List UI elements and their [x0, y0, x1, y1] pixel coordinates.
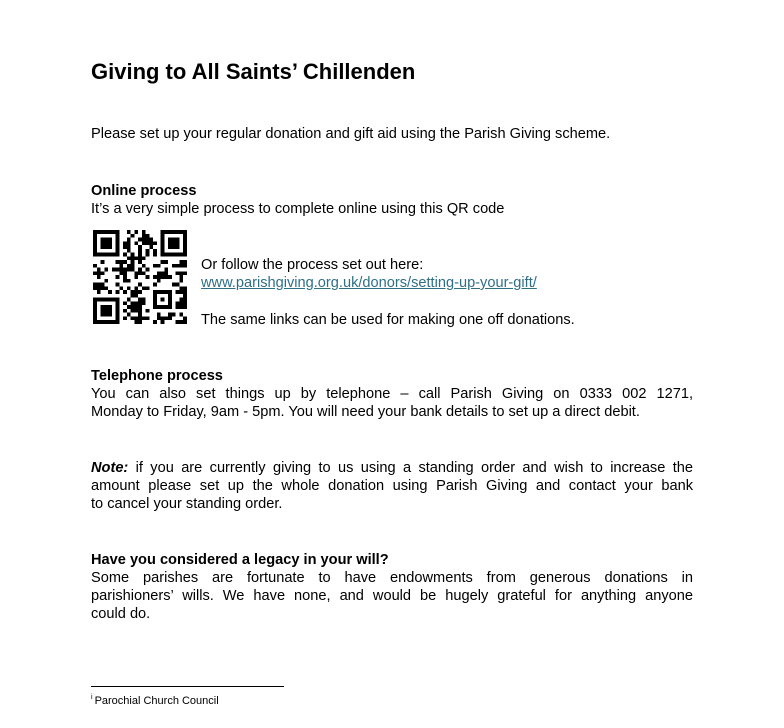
qr-module [138, 283, 142, 287]
qr-module [127, 256, 131, 260]
qr-module [146, 249, 150, 253]
qr-module [183, 298, 187, 302]
intro-text: Please set up your regular donation and gift aid using the Parish Giving scheme. [91, 126, 611, 142]
qr-module [127, 286, 131, 290]
qr-module [127, 313, 131, 317]
qr-module [131, 260, 135, 264]
qr-module [127, 230, 131, 234]
qr-module [112, 268, 116, 272]
qr-module [157, 264, 161, 268]
follow-text: Or follow the process set out here: [201, 257, 424, 273]
page-title: Giving to All Saints’ Chillenden [91, 59, 416, 84]
qr-module [164, 260, 168, 264]
online-heading: Online process [91, 183, 197, 199]
qr-module [153, 320, 157, 324]
qr-module [93, 271, 97, 275]
qr-module [97, 275, 101, 279]
qr-module [146, 286, 150, 290]
qr-module [101, 286, 105, 290]
qr-module [123, 279, 127, 283]
qr-module [127, 238, 131, 242]
qr-module [179, 271, 183, 275]
qr-module [138, 249, 142, 253]
qr-module [119, 268, 123, 272]
qr-module [127, 249, 131, 253]
qr-module [134, 275, 138, 279]
qr-module [138, 290, 142, 294]
qr-module [142, 264, 146, 268]
qr-module [176, 305, 180, 309]
qr-module [93, 264, 97, 268]
qr-module [172, 313, 176, 317]
qr-module [131, 305, 135, 309]
qr-module [131, 316, 135, 320]
qr-module [142, 256, 146, 260]
legacy-line-3: could do. [91, 606, 151, 622]
qr-module [119, 271, 123, 275]
legacy-line-1: Some parishes are fortunate to have endowments from generous donations in [91, 570, 693, 586]
qr-module [123, 260, 127, 264]
qr-module [134, 286, 138, 290]
qr-module [108, 290, 112, 294]
qr-module [176, 301, 180, 305]
qr-module [183, 316, 187, 320]
qr-module [142, 298, 146, 302]
qr-module [97, 286, 101, 290]
qr-module [138, 245, 142, 249]
legacy-heading: Have you considered a legacy in your will? [91, 552, 389, 568]
footnote-marker: i [91, 694, 93, 701]
qr-module [157, 313, 161, 317]
qr-module [134, 301, 138, 305]
qr-module [134, 305, 138, 309]
qr-module [172, 264, 176, 268]
qr-module [179, 298, 183, 302]
qr-module [146, 234, 150, 238]
qr-module [183, 320, 187, 324]
qr-module [157, 275, 161, 279]
qr-module [123, 253, 127, 257]
qr-module [183, 271, 187, 275]
qr-module [134, 271, 138, 275]
qr-module [153, 283, 157, 287]
qr-module [142, 286, 146, 290]
qr-module [131, 309, 135, 313]
note-line-1 [91, 459, 693, 478]
qr-code [93, 230, 187, 324]
qr-module [142, 316, 146, 320]
qr-module [134, 230, 138, 234]
qr-module [101, 271, 105, 275]
qr-module [123, 268, 127, 272]
qr-module [146, 253, 150, 257]
qr-module [116, 290, 120, 294]
qr-module [97, 290, 101, 294]
qr-module [123, 290, 127, 294]
telephone-line-2: Monday to Friday, 9am - 5pm. You will need your bank details to set up a direct debit. [91, 404, 640, 420]
qr-module [153, 249, 157, 253]
qr-module [142, 301, 146, 305]
qr-module [138, 316, 142, 320]
parish-giving-link[interactable]: www.parishgiving.org.uk/donors/setting-up-your-gift/ [201, 275, 537, 291]
note-label: Note: [91, 460, 129, 476]
qr-module [104, 268, 108, 272]
qr-module [179, 260, 183, 264]
qr-module [138, 301, 142, 305]
qr-module [179, 275, 183, 279]
qr-module [123, 241, 127, 245]
qr-module [123, 275, 127, 279]
qr-module [138, 271, 142, 275]
qr-module [123, 271, 127, 275]
qr-module [164, 268, 168, 272]
qr-module [131, 264, 135, 268]
note-line-3: to cancel your standing order. [91, 496, 283, 512]
qr-module [134, 309, 138, 313]
qr-module [116, 260, 120, 264]
qr-module [176, 290, 180, 294]
qr-module [146, 268, 150, 272]
qr-module [183, 301, 187, 305]
qr-module [123, 316, 127, 320]
qr-module [127, 268, 131, 272]
qr-module [157, 271, 161, 275]
online-text: It’s a very simple process to complete online using this QR code [91, 201, 505, 217]
qr-module [131, 234, 135, 238]
qr-module [119, 260, 123, 264]
qr-module [183, 294, 187, 298]
qr-module [127, 298, 131, 302]
qr-module [93, 286, 97, 290]
qr-module [138, 320, 142, 324]
qr-module [146, 275, 150, 279]
qr-module [146, 238, 150, 242]
qr-module [176, 320, 180, 324]
qr-module [134, 294, 138, 298]
qr-module [179, 301, 183, 305]
qr-module [168, 275, 172, 279]
qr-module [179, 313, 183, 317]
qr-module [142, 238, 146, 242]
qr-module [138, 268, 142, 272]
qr-module [179, 290, 183, 294]
qr-module [138, 305, 142, 309]
qr-module [138, 298, 142, 302]
qr-module [168, 316, 172, 320]
qr-module [161, 275, 165, 279]
qr-module [127, 305, 131, 309]
qr-module [97, 271, 101, 275]
qr-module [149, 245, 153, 249]
qr-module [149, 241, 153, 245]
footnote-text: Parochial Church Council [94, 695, 219, 707]
same-links-text: The same links can be used for making one off donations. [201, 312, 575, 328]
qr-module [134, 316, 138, 320]
qr-module [127, 264, 131, 268]
qr-module [164, 275, 168, 279]
qr-module [153, 241, 157, 245]
qr-module [101, 283, 105, 287]
qr-module [176, 271, 180, 275]
legacy-line-2: parishioners’ wills. We have none, and would be hugely grateful for anything anyone [91, 588, 693, 604]
qr-module [164, 271, 168, 275]
telephone-line-1: You can also set things up by telephone – call Parish Giving on 0333 002 1271, [91, 386, 693, 402]
qr-module [146, 241, 150, 245]
qr-module [179, 279, 183, 283]
qr-module [157, 316, 161, 320]
qr-module [183, 290, 187, 294]
qr-module [176, 264, 180, 268]
qr-module [93, 283, 97, 287]
qr-module [179, 305, 183, 309]
qr-module [153, 264, 157, 268]
qr-module [176, 283, 180, 287]
qr-module [116, 275, 120, 279]
qr-module [119, 264, 123, 268]
footnote [91, 695, 219, 707]
qr-module [134, 290, 138, 294]
qr-module [153, 275, 157, 279]
qr-module [161, 316, 165, 320]
qr-module [172, 283, 176, 287]
qr-module [131, 290, 135, 294]
qr-module [131, 301, 135, 305]
qr-module [119, 286, 123, 290]
qr-module [127, 241, 131, 245]
qr-module [179, 286, 183, 290]
qr-module [116, 283, 120, 287]
qr-module [97, 283, 101, 287]
qr-module [183, 286, 187, 290]
qr-module [161, 260, 165, 264]
qr-module [138, 313, 142, 317]
qr-module [127, 245, 131, 249]
qr-module [131, 294, 135, 298]
qr-module [131, 268, 135, 272]
qr-module [116, 268, 120, 272]
note-text-1: if you are currently giving to us using a standing order and wish to increase the [135, 460, 693, 476]
qr-module [183, 260, 187, 264]
qr-module [146, 316, 150, 320]
qr-module [123, 245, 127, 249]
qr-module [97, 268, 101, 272]
footnote-divider [91, 686, 284, 687]
telephone-heading: Telephone process [91, 368, 223, 384]
qr-module [179, 264, 183, 268]
qr-module [134, 241, 138, 245]
qr-module [134, 256, 138, 260]
qr-module [142, 234, 146, 238]
qr-module [138, 256, 142, 260]
qr-module [131, 256, 135, 260]
qr-module [123, 309, 127, 313]
qr-module [104, 286, 108, 290]
qr-module [131, 253, 135, 257]
qr-module [183, 305, 187, 309]
qr-module [104, 279, 108, 283]
qr-module [123, 301, 127, 305]
qr-module [183, 264, 187, 268]
qr-module [179, 320, 183, 324]
qr-module [142, 241, 146, 245]
qr-module [138, 260, 142, 264]
qr-module [153, 253, 157, 257]
qr-module [142, 271, 146, 275]
qr-module [138, 238, 142, 242]
qr-module [157, 279, 161, 283]
qr-module [101, 260, 105, 264]
qr-module [149, 238, 153, 242]
qr-module [142, 230, 146, 234]
qr-module [127, 279, 131, 283]
qr-module [161, 320, 165, 324]
qr-module [138, 309, 142, 313]
qr-module [134, 320, 138, 324]
note-line-2: amount please set up the whole donation using Parish Giving and contact your bank [91, 478, 693, 494]
qr-module [164, 316, 168, 320]
qr-module [146, 309, 150, 313]
qr-module [161, 271, 165, 275]
qr-module [138, 253, 142, 257]
qr-module [168, 313, 172, 317]
